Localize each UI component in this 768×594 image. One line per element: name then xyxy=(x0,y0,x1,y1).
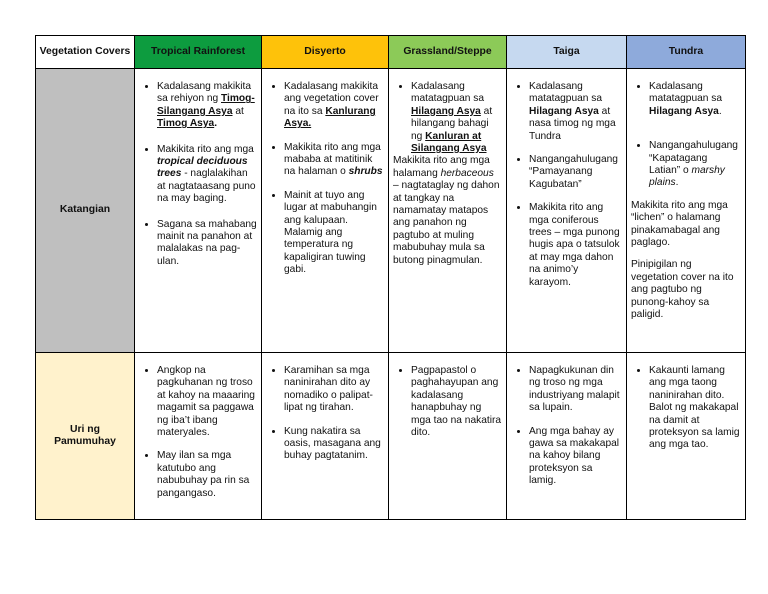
vegetation-covers-table xyxy=(35,35,746,520)
cell-taiga-katangian xyxy=(507,69,627,353)
header-tropical-rainforest: Tropical Rainforest xyxy=(135,36,262,69)
paragraph: Makikita rito ang mga “lichen” o halamang pinakamabagal ang paglago. xyxy=(631,199,728,249)
cell-grassland-pamumuhay xyxy=(389,353,507,520)
row-label-katangian: Katangian xyxy=(36,69,135,353)
bullet-item: • Kadalasang makikita sa rehiyon ng Timog-Silangang Asya at Timog Asya. xyxy=(157,81,257,131)
paragraph: Makikita rito ang mga halamang herbaceous – nagtataglay ng dahon at tangkay na namamatay matapos ang panahon ng pagtubo at muling mabubuhay mula sa butong pinagmulan. xyxy=(393,155,500,266)
bullet-item: • Makikita rito ang mga mababa at matitinik na halaman o shrubs xyxy=(284,142,384,179)
cell-taiga-pamumuhay xyxy=(507,353,627,520)
bullet-item: • Kakaunti lamang ang mga taong naninirahan dito. Balot ng makakapal na damit at proteksyon sa lamig ang mga tao. xyxy=(649,365,741,452)
header-grassland-steppe: Grassland/Steppe xyxy=(389,36,507,69)
bullet-item: • May ilan sa mga katutubo ang nabubuhay pa rin sa pangangaso. xyxy=(157,450,257,500)
row-label-uri-ng-pamumuhay: Uri ng Pamumuhay xyxy=(36,353,135,520)
header-taiga: Taiga xyxy=(507,36,627,69)
bullet-item: • Makikita rito ang mga coniferous trees – mga punong hugis apa o tatsulok at may mga dahon na animo’y karayom. xyxy=(529,202,622,289)
bullet-item: • Nangangahulugang “Pamayanang Kagubatan” xyxy=(529,154,622,191)
bullet-item: • Ang mga bahay ay gawa sa makakapal na kahoy bilang proteksyon sa lamig. xyxy=(529,426,622,488)
cell-tundra-katangian xyxy=(627,69,746,353)
bullet-item: • Sagana sa mahabang mainit na panahon at malalakas na pag-ulan. xyxy=(157,219,257,269)
header-row xyxy=(36,36,746,69)
bullet-item: • Angkop na pagkuhanan ng troso at kahoy na maaaring magamit sa paggawa ng iba’t ibang materyales. xyxy=(157,365,257,439)
bullet-item: • Kung nakatira sa oasis, masagana ang buhay pagtatanim. xyxy=(284,426,384,463)
row-uri-ng-pamumuhay xyxy=(36,353,746,520)
cell-disyerto-pamumuhay xyxy=(262,353,389,520)
cell-disyerto-katangian xyxy=(262,69,389,353)
bullet-item: • Karamihan sa mga naninirahan dito ay nomadiko o palipat-lipat ng tirahan. xyxy=(284,365,384,415)
cell-grassland-katangian xyxy=(389,69,507,353)
bullet-item: • Napagkukunan din ng troso ng mga industriyang malapit sa lupain. xyxy=(529,365,622,415)
bullet-item: • Mainit at tuyo ang lugar at mabuhangin ang kalupaan. Malamig ang temperatura ng kapaligiran tuwing gabi. xyxy=(284,190,384,277)
bullet-item: • Nangangahulugang “Kapatagang Latian” o marshy plains. xyxy=(649,140,741,190)
paragraph: Pinipigilan ng vegetation cover na ito ang pagtubo ng punong-kahoy sa paligid. xyxy=(631,259,734,321)
cell-tundra-pamumuhay xyxy=(627,353,746,520)
bullet-item: • Kadalasang matatagpuan sa Hilagang Asya at hilangang bahagi ng Kanluran at Silangang Asya xyxy=(411,81,502,155)
bullet-item: • Kadalasang matatagpuan sa Hilagang Asya. xyxy=(649,81,741,118)
row-katangian xyxy=(36,69,746,353)
cell-rainforest-pamumuhay xyxy=(135,353,262,520)
bullet-item: • Pagpapastol o paghahayupan ang kadalasang hanapbuhay ng mga tao na nakatira dito. xyxy=(411,365,502,439)
header-disyerto: Disyerto xyxy=(262,36,389,69)
header-tundra: Tundra xyxy=(627,36,746,69)
bullet-item: • Kadalasang makikita ang vegetation cover na ito sa Kanlurang Asya. xyxy=(284,81,384,131)
bullet-item: • Kadalasang matatagpuan sa Hilagang Asya at nasa timog ng mga Tundra xyxy=(529,81,622,143)
bullet-item: • Makikita rito ang mga tropical deciduous trees - naglalakihan at nagtataasang puno na may baging. xyxy=(157,144,257,206)
corner-header: Vegetation Covers xyxy=(36,36,135,69)
cell-rainforest-katangian xyxy=(135,69,262,353)
